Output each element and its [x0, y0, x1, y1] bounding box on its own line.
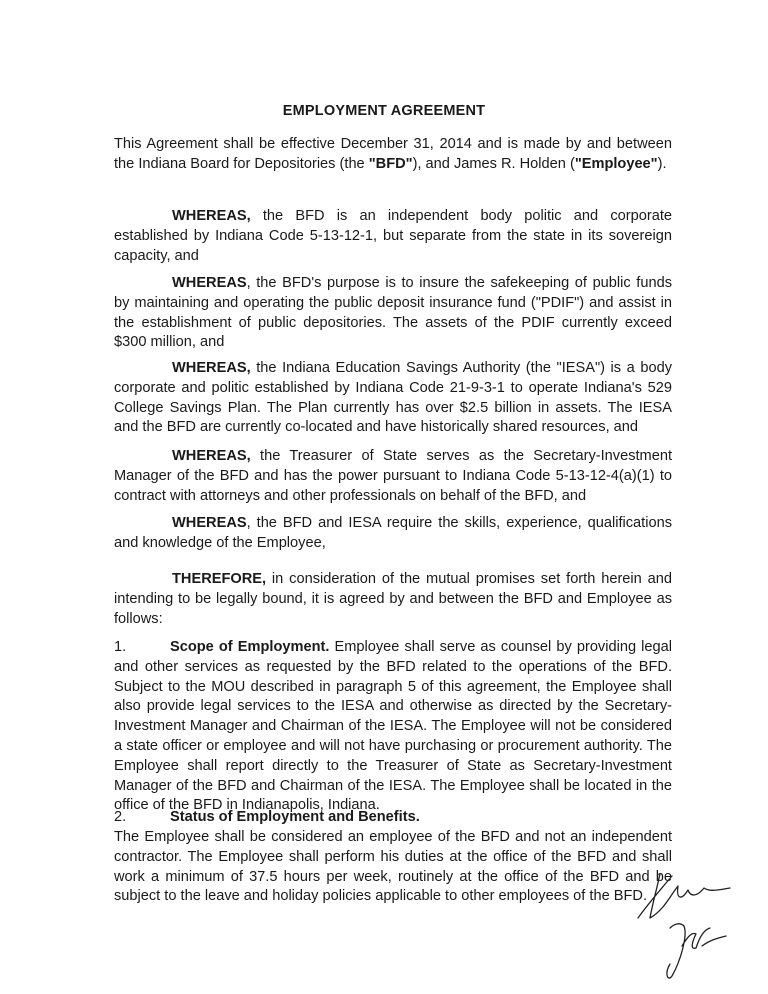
whereas-paragraph-4: WHEREAS, the Treasurer of State serves as the Secretary-Investment Manager of the BFD and has the power pursuant to Indiana Code 5-13-12-4(a)(1) to contract with attorneys and other professionals on behalf of the BFD, and: [114, 448, 672, 504]
section-2-heading-line: [114, 808, 672, 828]
section-1-text: Employee shall serve as counsel by providing legal and other services as requested by the BFD related to the operations of the BFD. Subject to the MOU described in paragraph 5 of this agreement, the Employee shall also provide legal services to the IESA and otherwise as directed by the Secretary-Investment Manager and Chairman of the IESA. The Employee will not be considered a state officer or employee and will not have purchasing or procurement authority. The Employee shall report directly to the Treasurer of State as Secretary-Investment Manager of the BFD and Chairman of the IESA. The Employee shall be located in the office of the BFD in Indianapolis, Indiana.: [114, 639, 672, 814]
employee-term: "Employee": [574, 155, 658, 172]
whereas-paragraph-1: WHEREAS, the BFD is an independent body politic and corporate established by Indiana Code 5-13-12-1, but separate from the state in its sovereign capacity, and: [114, 208, 672, 264]
document-title: EMPLOYMENT AGREEMENT: [282, 103, 486, 119]
initials-signature: [630, 866, 740, 986]
whereas-paragraph-5: WHEREAS, the BFD and IESA require the skills, experience, qualifications and knowledge of the Employee,: [114, 515, 672, 551]
bfd-term: "BFD": [368, 155, 413, 172]
section-2-number: 2.: [114, 809, 127, 825]
section-1-number: 1.: [114, 639, 127, 655]
section-1-heading: Scope of Employment.: [170, 639, 330, 655]
therefore-paragraph: THEREFORE, in consideration of the mutual promises set forth herein and intending to be legally bound, it is agreed by and between the BFD and Employee as follows:: [114, 571, 672, 627]
whereas-paragraph-2: WHEREAS, the BFD's purpose is to insure the safekeeping of public funds by maintaining and operating the public deposit insurance fund ("PDIF") and assist in the establishment of public depositories. The assets of the PDIF currently exceed $300 million, and: [114, 275, 672, 351]
whereas-paragraph-3: WHEREAS, the Indiana Education Savings Authority (the "IESA") is a body corporate and politic established by Indiana Code 21-9-3-1 to operate Indiana's 529 College Savings Plan. The Plan currently has over $2.5 billion in assets. The IESA and the BFD are currently co-located and have historically shared resources, and: [114, 360, 672, 436]
intro-paragraph: This Agreement shall be effective December 31, 2014 and is made by and between the Indiana Board for Depositories (the "BFD"), and James R. Holden ("Employee").: [114, 136, 672, 172]
section-1: [114, 638, 672, 816]
section-2-text: The Employee shall be considered an employee of the BFD and not an independent contractor. The Employee shall perform his duties at the office of the BFD and shall work a minimum of 37.5 hours per week, routinely at the office of the BFD and be subject to the leave and holiday policies applicable to other employees of the BFD.: [114, 829, 672, 905]
section-2-heading: Status of Employment and Benefits.: [170, 809, 420, 825]
